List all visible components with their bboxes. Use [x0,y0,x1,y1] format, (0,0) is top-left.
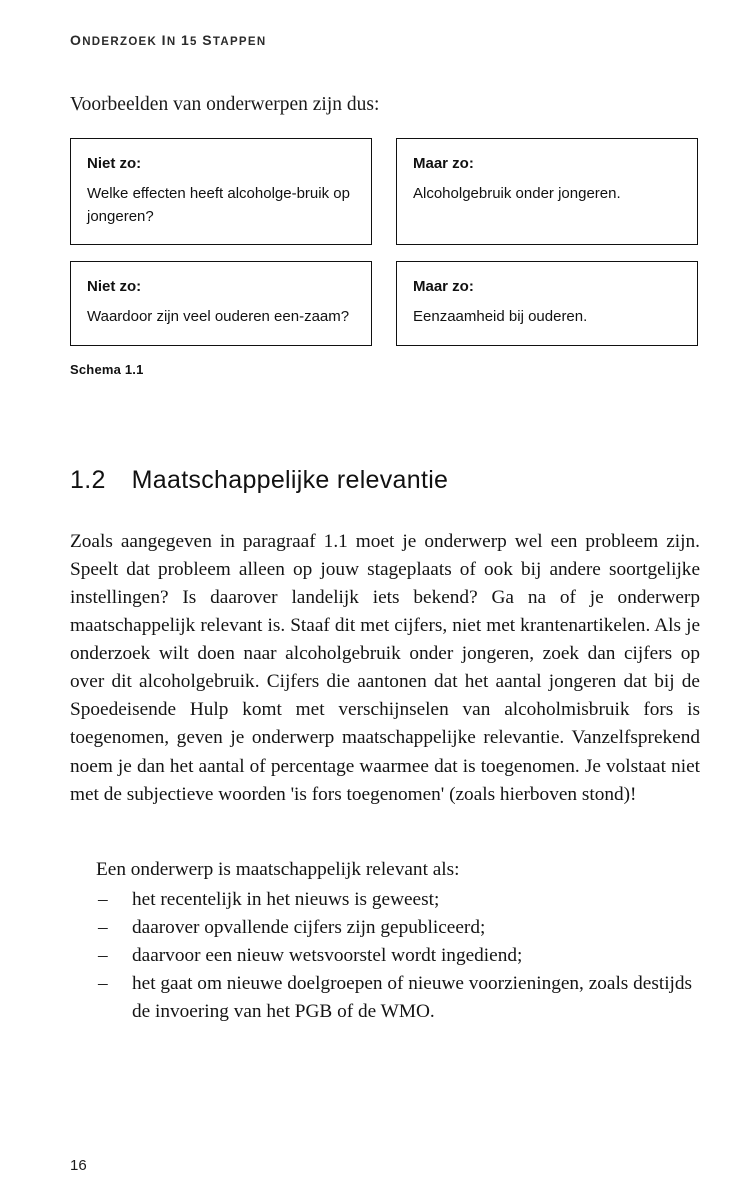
list-marker: – [98,889,108,911]
schema-row [70,138,698,245]
body-text [70,528,700,809]
body-paragraph: Zoals aangegeven in paragraaf 1.1 moet je onderwerp wel een probleem zijn. Speelt dat probleem alleen op jouw stageplaats of ook bij andere soortgelijke instellingen? Is daarover landelijk iets bekend? Ga na of je onderwerp maatschappelijk relevant is. Staaf dit met cijfers, niet met krantenartikelen. Als je onderzoek wilt doen naar alcoholgebruik onder jongeren, zoek dan cijfers op over dit alcoholgebruik. Cijfers die aantonen dat het aantal jongeren dat bij de Spoedeisende Hulp komt met verschijnselen van alcoholmisbruik fors is toegenomen, geven je onderwerp maatschappelijke relevantie. Vanzelfsprekend noem je dan het aantal of percentage waarmee dat is toegenomen. Je volstaat niet met de subjectieve woorden 'is fors toegenomen' (zoals hierboven stond)! [70,531,700,805]
schema-box-lead: Maar zo: [413,278,474,296]
page-number: 16 [70,1157,87,1174]
schema-box-body: Eenzaamheid bij ouderen. [413,308,588,326]
list-items [70,886,700,1026]
section-number: 1.2 [70,466,106,494]
schema-1-1 [70,138,698,377]
schema-box [396,261,698,346]
list-item-text: daarover opvallende cijfers zijn gepubliceerd; [132,917,486,939]
list-item-text: het gaat om nieuwe doelgroepen of nieuwe voorzieningen, zoals destijds de invoering van het PGB of de WMO. [132,973,693,1023]
schema-caption: Schema 1.1 [70,361,144,377]
schema-box-lead: Niet zo: [87,278,142,296]
schema-box-body: Waardoor zijn veel ouderen een-zaam? [87,308,350,326]
running-head: ONDERZOEK IN 15 STAPPEN [70,32,267,48]
list-lead-in: Een onderwerp is maatschappelijk relevant als: [96,859,460,880]
list-marker: – [98,945,108,967]
list-item [70,942,700,970]
schema-box [70,138,372,245]
schema-box-lead: Niet zo: [87,155,142,172]
list-marker: – [98,973,108,995]
section-heading [70,466,448,495]
schema-box-lead: Maar zo: [413,155,474,172]
list-item [70,886,700,914]
schema-row [70,261,698,346]
section-title: Maatschappelijke relevantie [131,466,449,494]
list-marker: – [98,917,108,939]
schema-box [70,261,372,346]
list-item [70,914,700,942]
schema-box [396,138,698,245]
schema-box-body: Welke effecten heeft alcoholge-bruik op jongeren? [87,184,350,225]
intro-paragraph: Voorbeelden van onderwerpen zijn dus: [70,94,380,115]
list-item-text: het recentelijk in het nieuws is geweest; [132,889,440,911]
relevance-list [70,856,700,1026]
list-item [70,970,700,1026]
list-item-text: daarvoor een nieuw wetsvoorstel wordt ingediend; [132,945,523,967]
schema-box-body: Alcoholgebruik onder jongeren. [413,184,621,202]
